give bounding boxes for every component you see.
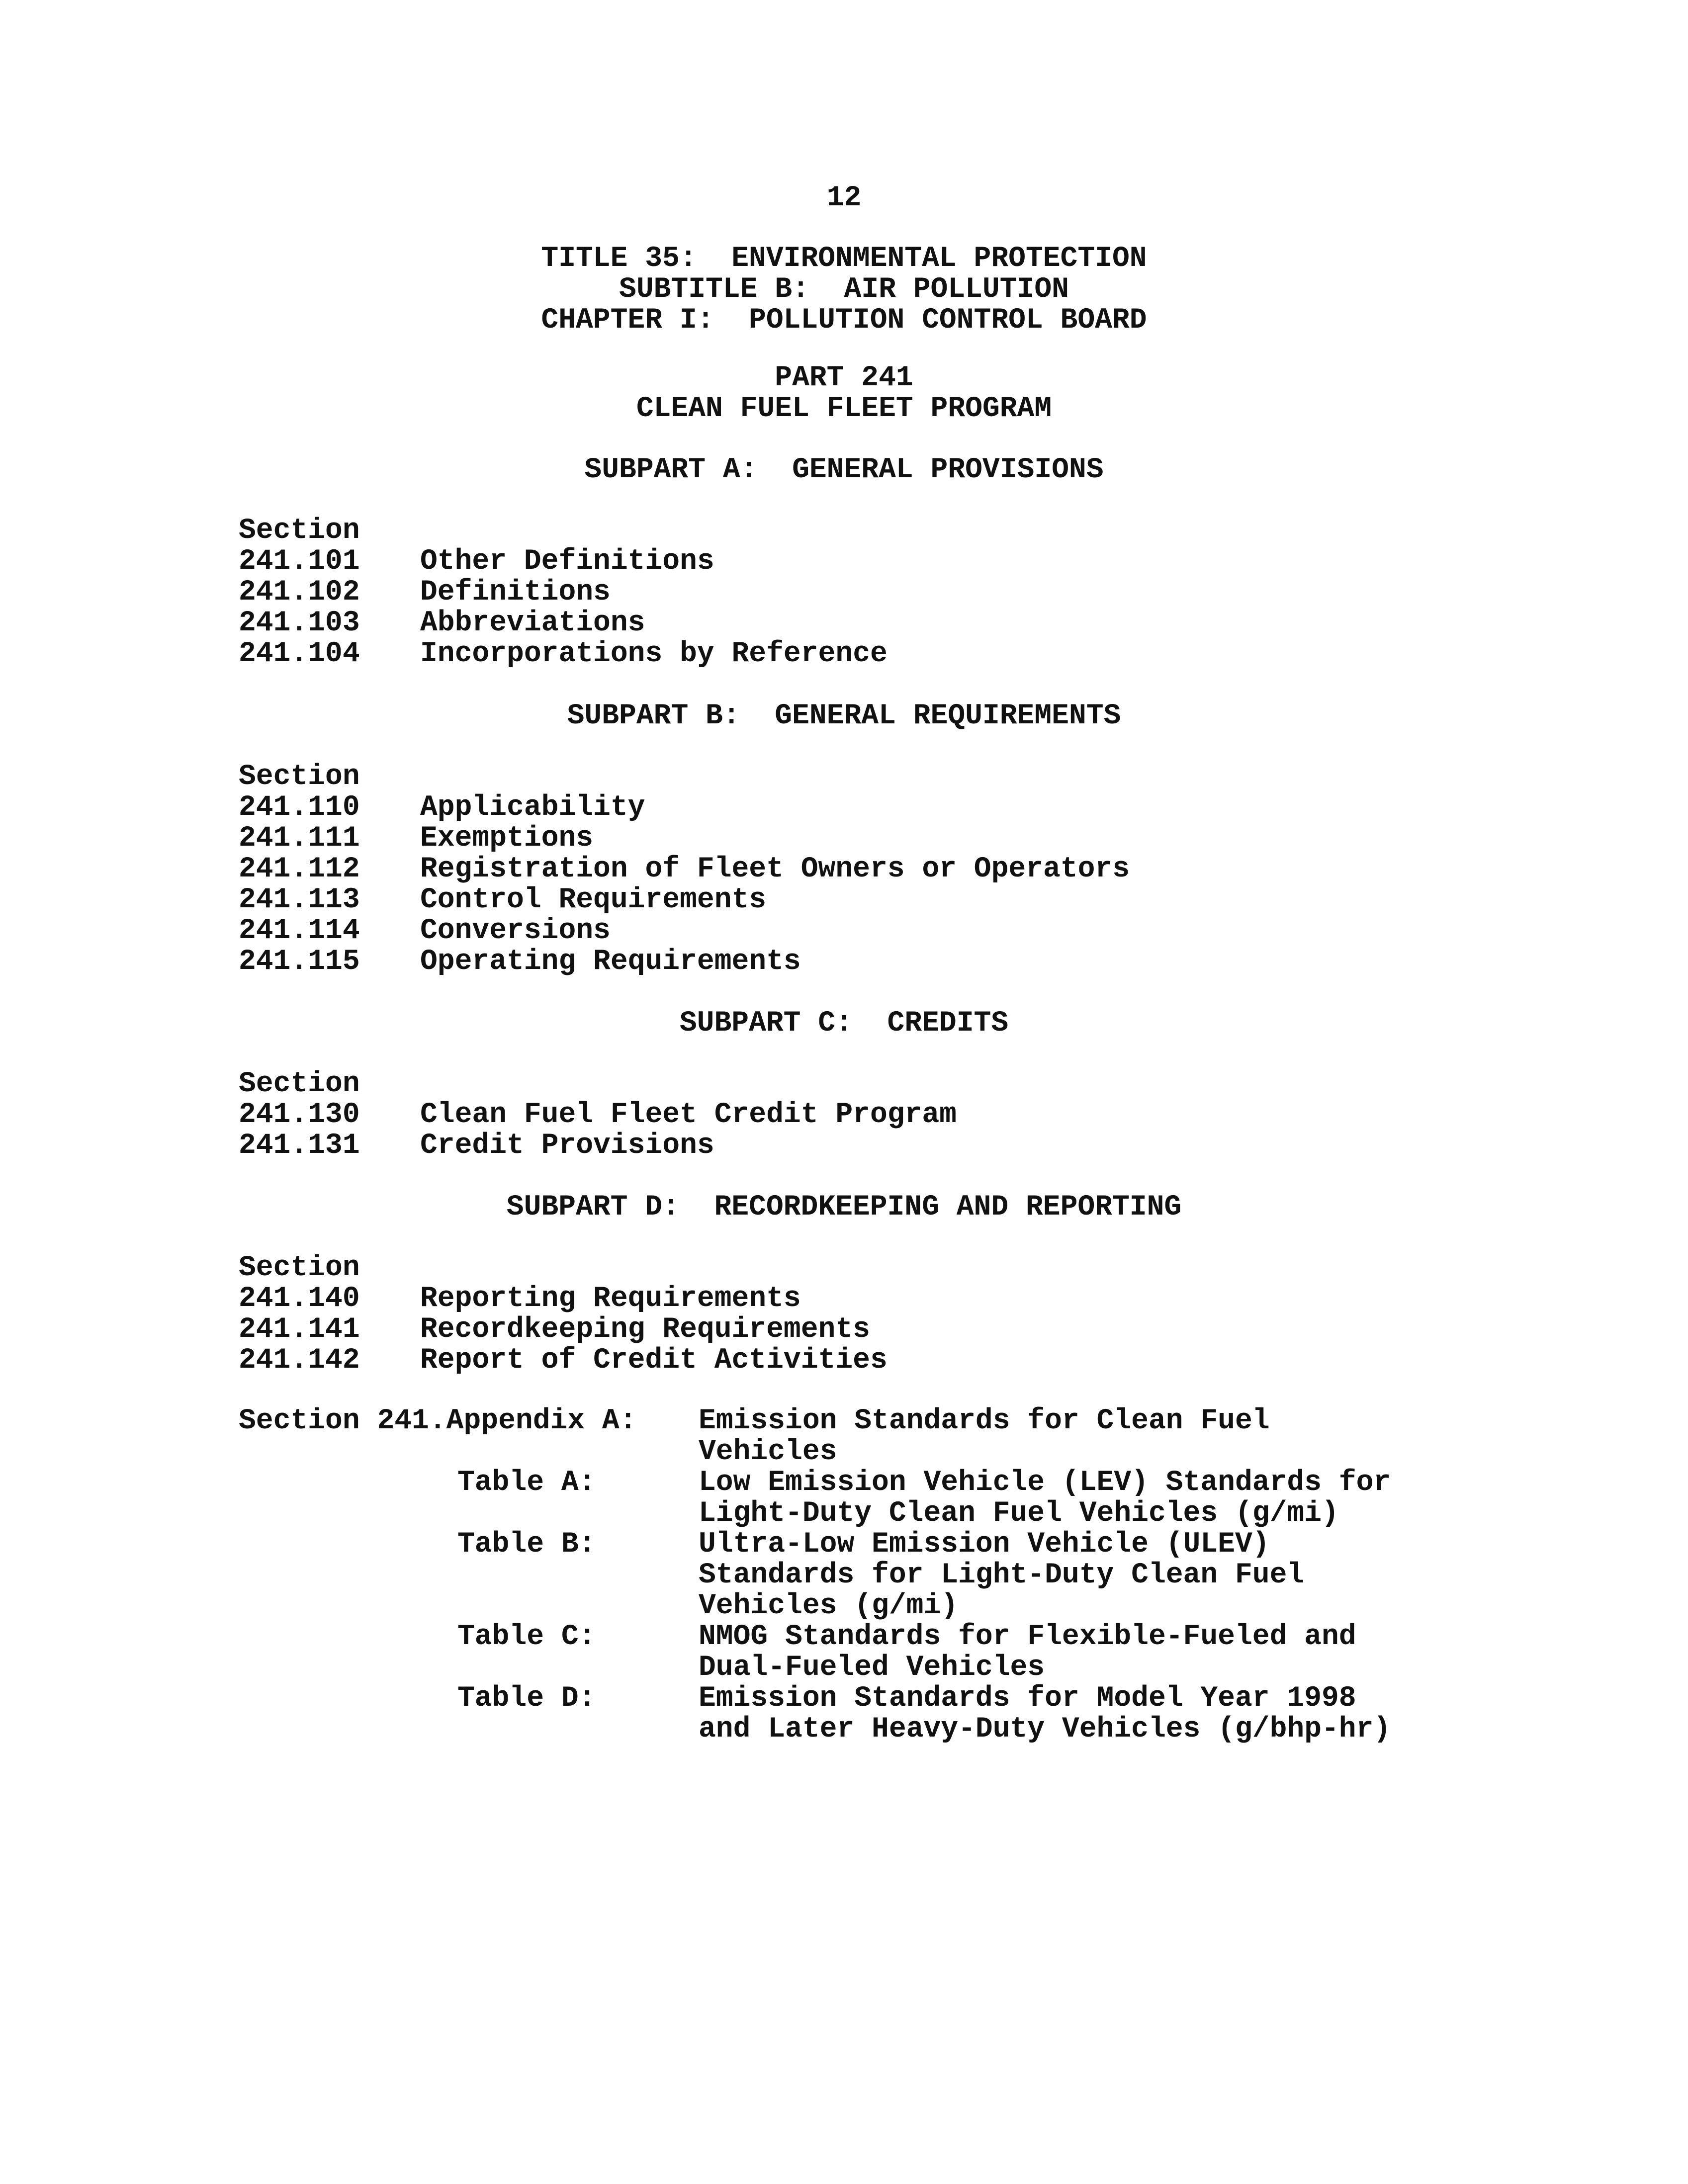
section-label: Section (239, 515, 360, 547)
part-number: PART 241 (775, 362, 913, 394)
section-title: Applicability (420, 791, 645, 824)
section-title: Other Definitions (420, 545, 714, 578)
title-line: TITLE 35: ENVIRONMENTAL PROTECTION (541, 243, 1147, 275)
section-title: Registration of Fleet Owners or Operators (420, 853, 1130, 885)
section-number: 241.113 (239, 884, 360, 916)
toc-row (239, 1284, 1531, 1314)
table-label: Table D: (457, 1682, 596, 1715)
table-label: Table C: (457, 1621, 596, 1653)
part-block (0, 363, 1688, 425)
section-title: Clean Fuel Fleet Credit Program (420, 1099, 957, 1131)
section-title: Conversions (420, 915, 611, 947)
table-title-line: NMOG Standards for Flexible-Fueled and (699, 1621, 1356, 1653)
section-number: 241.141 (239, 1313, 360, 1346)
table-label: Table B: (457, 1528, 596, 1561)
table-title-line: Emission Standards for Model Year 1998 (699, 1682, 1356, 1715)
table-label: Table A: (457, 1467, 596, 1499)
section-number: 241.142 (239, 1344, 360, 1377)
table-title-line: Low Emission Vehicle (LEV) Standards for (699, 1467, 1391, 1499)
section-title: Definitions (420, 576, 611, 609)
toc-row (239, 947, 1531, 977)
section-number: 241.131 (239, 1130, 360, 1162)
toc-row (239, 1100, 1531, 1131)
table-title-line: Standards for Light-Duty Clean Fuel (699, 1559, 1305, 1591)
toc-row (239, 546, 1531, 577)
chapter-line: CHAPTER I: POLLUTION CONTROL BOARD (541, 304, 1147, 337)
section-title: Reporting Requirements (420, 1283, 801, 1315)
section-title: Control Requirements (420, 884, 767, 916)
toc-row (239, 639, 1531, 670)
toc-row (239, 1345, 1531, 1376)
section-title: Recordkeeping Requirements (420, 1313, 870, 1346)
section-label: Section (239, 1068, 360, 1100)
section-number: 241.111 (239, 822, 360, 855)
section-title: Report of Credit Activities (420, 1344, 888, 1377)
table-title-line: and Later Heavy-Duty Vehicles (g/bhp-hr) (699, 1713, 1391, 1746)
table-title-line: Dual-Fueled Vehicles (699, 1652, 1045, 1684)
section-title: Operating Requirements (420, 946, 801, 978)
table-title-line: Ultra-Low Emission Vehicle (ULEV) (699, 1528, 1270, 1561)
section-number: 241.114 (239, 915, 360, 947)
section-number: 241.104 (239, 638, 360, 670)
section-number: 241.115 (239, 946, 360, 978)
toc-row (239, 608, 1531, 639)
toc-row (239, 885, 1531, 916)
toc-row (239, 823, 1531, 854)
toc-row (239, 916, 1531, 947)
subpart-heading: SUBPART D: RECORDKEEPING AND REPORTING (506, 1191, 1182, 1223)
appendix-label: Section 241.Appendix A: (239, 1405, 637, 1437)
table-title-line: Vehicles (g/mi) (699, 1590, 959, 1622)
section-number: 241.140 (239, 1283, 360, 1315)
section-title: Abbreviations (420, 607, 645, 639)
page-number: 12 (826, 182, 862, 214)
section-number: 241.130 (239, 1099, 360, 1131)
part-name: CLEAN FUEL FLEET PROGRAM (636, 393, 1052, 425)
table-title-line: Light-Duty Clean Fuel Vehicles (g/mi) (699, 1497, 1339, 1530)
appendix-title-line: Emission Standards for Clean Fuel (699, 1405, 1270, 1437)
toc-row (239, 1314, 1531, 1345)
toc-row (239, 1131, 1531, 1161)
subpart-heading: SUBPART B: GENERAL REQUIREMENTS (567, 700, 1121, 732)
section-number: 241.103 (239, 607, 360, 639)
section-title: Exemptions (420, 822, 594, 855)
section-label: Section (239, 761, 360, 793)
section-title: Credit Provisions (420, 1130, 714, 1162)
section-number: 241.101 (239, 545, 360, 578)
title-block (0, 244, 1688, 336)
section-number: 241.102 (239, 576, 360, 609)
section-number: 241.110 (239, 791, 360, 824)
section-number: 241.112 (239, 853, 360, 885)
section-label: Section (239, 1252, 360, 1284)
toc-row (239, 577, 1531, 608)
toc-row (239, 792, 1531, 823)
section-title: Incorporations by Reference (420, 638, 888, 670)
subpart-heading: SUBPART C: CREDITS (679, 1007, 1009, 1040)
toc-row (239, 854, 1531, 885)
subpart-heading: SUBPART A: GENERAL PROVISIONS (584, 454, 1104, 486)
subtitle-line: SUBTITLE B: AIR POLLUTION (619, 273, 1069, 306)
appendix-title-line: Vehicles (699, 1436, 837, 1468)
